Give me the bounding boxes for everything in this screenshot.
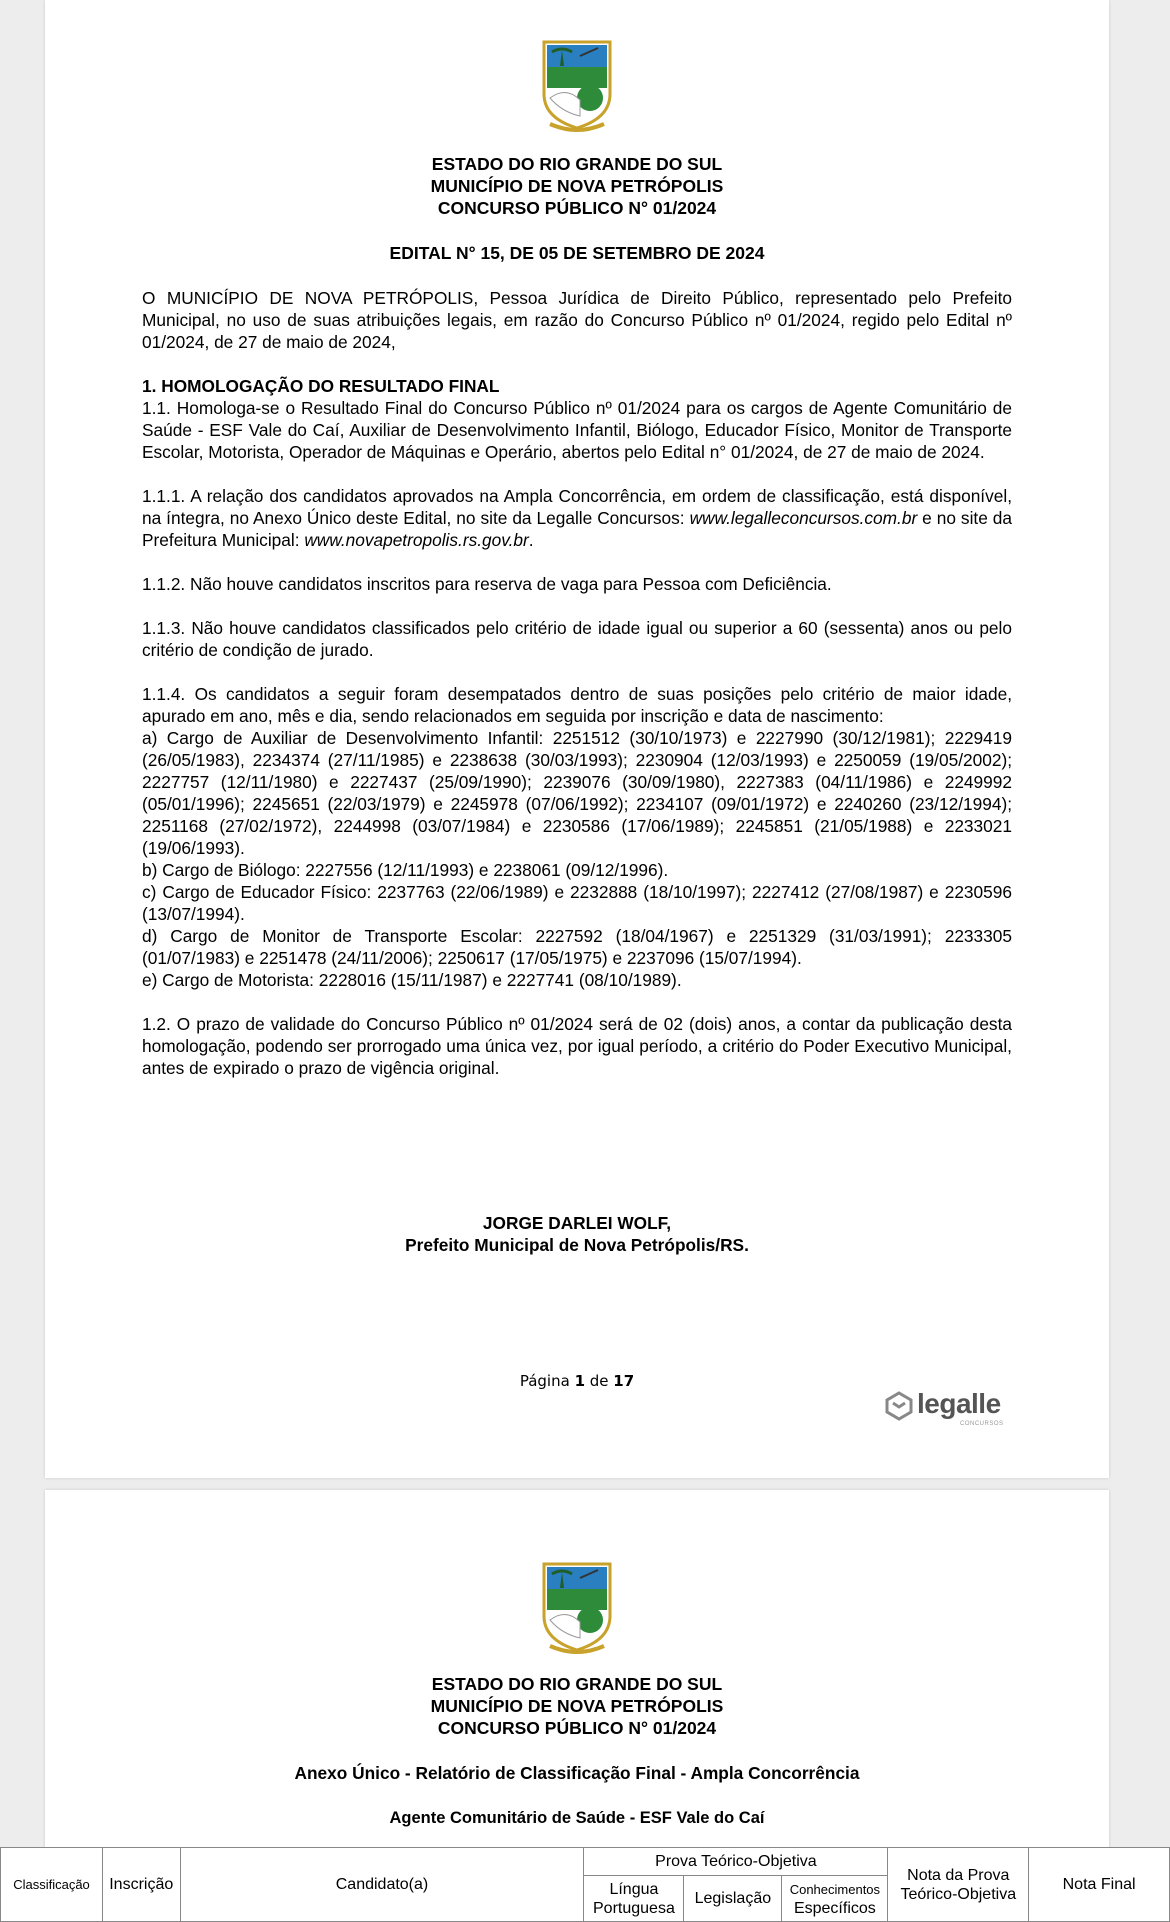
tiebreak-item-a: a) Cargo de Auxiliar de Desenvolvimento Infantil: 2251512 (30/10/1973) e 2227990 (30/12/1981); 2229419 (26/05/1983), 2234374 (27/11/1985) e 2238638 (30/03/1993); 2230904 (12/03/1993) e 2250059 (19/05/2002); 2227757 (12/11/1980) e 2227437 (25/09/1990); 2239076 (30/09/1980), 2227383 (04/11/1986) e 2249992 (05/01/1996); 2245651 (22/03/1979) e 2245978 (07/06/1992); 2234107 (09/01/1972) e 2240260 (23/12/1994); 2251168 (27/02/1972), 2244998 (03/07/1984) e 2230586 (17/06/1989); 2245851 (21/05/1988) e 2233021 (19/06/1993). (142, 728, 1012, 858)
legalle-logo-text: legalle (917, 1388, 1001, 1419)
anexo-title: Anexo Único - Relatório de Classificação Final - Ampla Concorrência (294, 1763, 860, 1783)
paragraph-1-1-1 (142, 485, 1012, 551)
col-inscricao: Inscrição (103, 1848, 181, 1922)
tiebreak-item-b: b) Cargo de Biólogo: 2227556 (12/11/1993) e 2238061 (09/12/1996). (142, 860, 669, 880)
col-group-prova: Prova Teórico-Objetiva (584, 1848, 888, 1876)
col-nota-prova-line1: Nota da Prova (907, 1866, 1010, 1884)
legalle-logo-subtext: CONCURSOS (960, 1421, 1004, 1427)
signature-block (45, 1212, 1109, 1256)
results-table (0, 1847, 1170, 1922)
paragraph-1-1-1-mid: e no site da Prefeitura Municipal: (142, 508, 1013, 550)
header-contest: CONCURSO PÚBLICO N° 01/2024 (437, 1718, 717, 1738)
col-nota-prova-line2: Teórico-Objetiva (900, 1885, 1017, 1903)
header-municipality: MUNICÍPIO DE NOVA PETRÓPOLIS (430, 176, 724, 196)
section-1-title: 1. HOMOLOGAÇÃO DO RESULTADO FINAL (142, 376, 500, 396)
header-contest: CONCURSO PÚBLICO N° 01/2024 (437, 198, 717, 218)
col-lingua-line2: Portuguesa (593, 1899, 675, 1917)
legalle-logo-icon (885, 1391, 913, 1421)
legalle-logo (885, 1388, 1015, 1428)
paragraph-1-1-3: 1.1.3. Não houve candidatos classificados pelo critério de idade igual ou superior a 60 (sessenta) anos ou pelo critério de condição de jurado. (142, 618, 1012, 660)
document-header-page-2 (45, 1673, 1109, 1739)
paragraph-1-1-1-text: 1.1.1. A relação dos candidatos aprovados na Ampla Concorrência, em ordem de classificação, está disponível, na íntegra, no Anexo Único deste Edital, no site da Legalle Concursos: (142, 486, 1012, 528)
paragraph-1-1-1-end: . (528, 530, 534, 550)
col-nota-final: Nota Final (1029, 1848, 1170, 1922)
signature-name: JORGE DARLEI WOLF, (482, 1213, 672, 1233)
legalle-url: www.legalleconcursos.com.br (689, 508, 918, 528)
col-lingua-line1: Língua (609, 1880, 659, 1898)
tiebreak-item-c: c) Cargo de Educador Físico: 2237763 (22/06/1989) e 2232888 (18/10/1997); 2227412 (27/08/1987) e 2230596 (13/07/1994). (142, 882, 1012, 924)
col-lingua-portuguesa (584, 1876, 684, 1922)
pager-current: 1 (574, 1372, 585, 1390)
col-conhec-line2: Específicos (793, 1899, 876, 1917)
prefeitura-url: www.novapetropolis.rs.gov.br (304, 530, 529, 550)
paragraph-1-2: 1.2. O prazo de validade do Concurso Público nº 01/2024 será de 02 (dois) anos, a contar da publicação desta homologação, podendo ser prorrogado uma única vez, por igual período, a critério do Poder Executivo Municipal, antes de expirado o prazo de vigência original. (142, 1014, 1012, 1078)
cargo-title: Agente Comunitário de Saúde - ESF Vale do Caí (389, 1809, 765, 1827)
paragraph-1-1: 1.1. Homologa-se o Resultado Final do Concurso Público nº 01/2024 para os cargos de Agente Comunitário de Saúde - ESF Vale do Caí, Auxiliar de Desenvolvimento Infantil, Biólogo, Educador Físico, Monitor de Transporte Escolar, Motorista, Operador de Máquinas e Operário, abertos pelo Edital n° 01/2024, de 27 de maio de 2024. (142, 398, 1012, 462)
pager-mid: de (585, 1372, 614, 1390)
document-body (142, 287, 1012, 1079)
col-classificacao: Classificação (1, 1848, 103, 1922)
pager-total: 17 (613, 1372, 635, 1390)
paragraph-1-1-2: 1.1.2. Não houve candidatos inscritos para reserva de vaga para Pessoa com Deficiência. (142, 574, 832, 594)
col-candidato: Candidato(a) (180, 1848, 584, 1922)
header-state: ESTADO DO RIO GRANDE DO SUL (431, 1674, 723, 1694)
municipal-coat-of-arms-icon (540, 38, 614, 134)
document-header (45, 153, 1109, 219)
document-page-1 (45, 0, 1109, 1478)
intro-paragraph: O MUNICÍPIO DE NOVA PETRÓPOLIS, Pessoa Jurídica de Direito Público, representado pelo Prefeito Municipal, no uso de suas atribuições legais, em razão do Concurso Público nº 01/2024, regido pelo Edital nº 01/2024, de 27 de maio de 2024, (142, 288, 1012, 352)
edital-title: EDITAL N° 15, DE 05 DE SETEMBRO DE 2024 (389, 243, 765, 263)
header-state: ESTADO DO RIO GRANDE DO SUL (431, 154, 723, 174)
pager-prefix: Página (519, 1372, 575, 1390)
header-municipality: MUNICÍPIO DE NOVA PETRÓPOLIS (430, 1696, 724, 1716)
col-conhecimentos (782, 1876, 888, 1922)
municipal-coat-of-arms-icon (540, 1560, 614, 1656)
paragraph-1-1-4: 1.1.4. Os candidatos a seguir foram desempatados dentro de suas posições pelo critério de maior idade, apurado em ano, mês e dia, sendo relacionados em seguida por inscrição e data de nascimento: (142, 684, 1012, 726)
col-nota-prova (888, 1848, 1029, 1922)
col-conhec-line1: Conhecimentos (789, 1881, 881, 1897)
col-legislacao: Legislação (684, 1876, 782, 1922)
signature-role: Prefeito Municipal de Nova Petrópolis/RS. (405, 1235, 749, 1255)
tiebreak-item-d: d) Cargo de Monitor de Transporte Escolar: 2227592 (18/04/1967) e 2251329 (31/03/1991); 2233305 (01/07/1983) e 2251478 (24/11/2006); 2250617 (17/05/1975) e 2237096 (15/07/1994). (142, 926, 1012, 968)
tiebreak-item-e: e) Cargo de Motorista: 2228016 (15/11/1987) e 2227741 (08/10/1989). (142, 970, 682, 990)
